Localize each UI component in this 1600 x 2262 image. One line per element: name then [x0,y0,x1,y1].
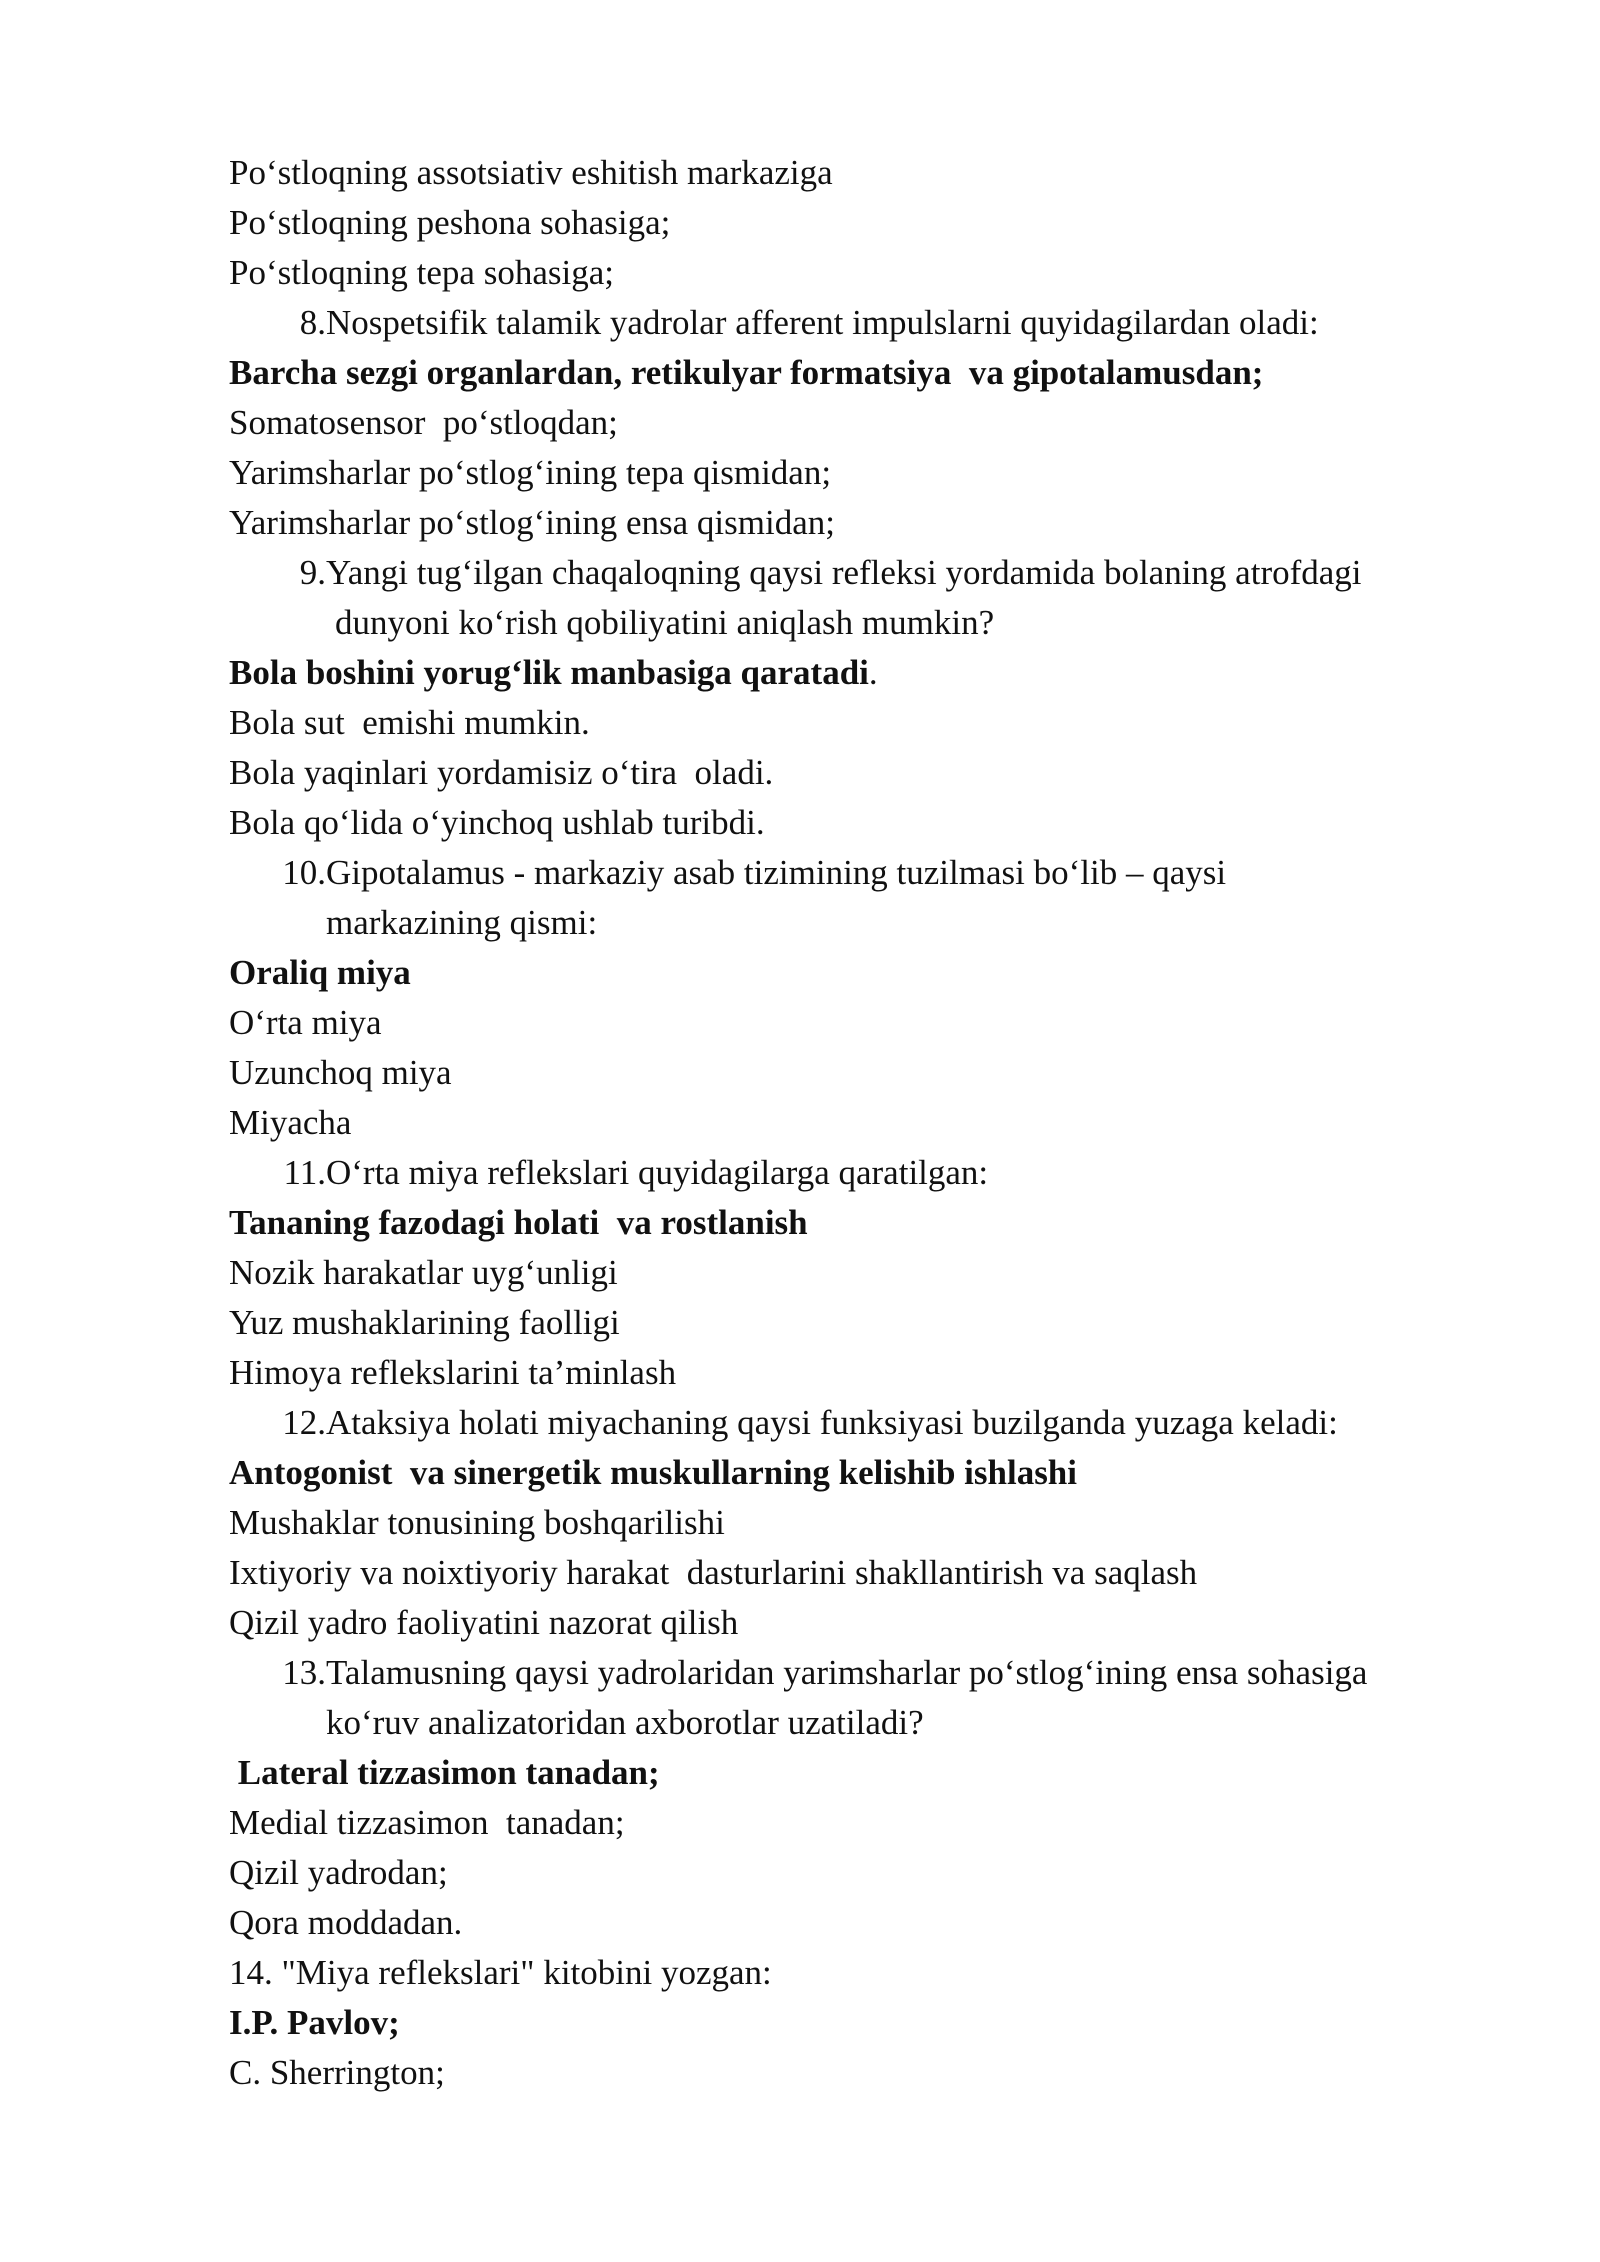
option-line: Po‘stloqning tepa sohasiga; [229,253,614,292]
option-line: Miyacha [229,1103,352,1142]
option-line: Bola sut emishi mumkin. [229,703,590,742]
question-text: O‘rta miya reflekslari quyidagilarga qaratilgan: [326,1153,989,1192]
option-line: Ixtiyoriy va noixtiyoriy harakat dasturlarini shakllantirish va saqlash [229,1553,1198,1592]
option-line: Yuz mushaklarining faolligi [229,1303,620,1342]
option-line: Yarimsharlar po‘stlog‘ining ensa qismidan; [229,503,835,542]
question-text: Gipotalamus - markaziy asab tizimining tuzilmasi bo‘lib – qaysi markazining qismi: [326,853,1227,942]
option-line: Yarimsharlar po‘stlog‘ining tepa qismidan; [229,453,832,492]
question-number: 8. [299,303,326,342]
correct-answer: Tananing fazodagi holati va rostlanish [229,1203,808,1242]
question-number: 9. [299,553,326,592]
option-line: Mushaklar tonusining boshqarilishi [229,1503,725,1542]
option-line: Po‘stloqning assotsiativ eshitish markaziga [229,153,833,192]
document-page [229,148,1529,2098]
question-14-text: 14. "Miya reflekslari" kitobini yozgan: [229,1953,772,1992]
option-line: Qizil yadrodan; [229,1853,448,1892]
option-line: C. Sherrington; [229,2053,445,2092]
question-text: Talamusning qaysi yadrolaridan yarimsharlar po‘stlog‘ining ensa sohasiga ko‘ruv analizatoridan axborotlar uzatiladi? [326,1653,1368,1742]
option-line: Qizil yadro faoliyatini nazorat qilish [229,1603,739,1642]
correct-answer: Bola boshini yorug‘lik manbasiga qaratadi [229,653,869,692]
question-number: 10. [282,853,326,892]
option-line: Qora moddadan. [229,1903,463,1942]
option-line: Bola qo‘lida o‘yinchoq ushlab turibdi. [229,803,765,842]
question-9 [229,548,1529,648]
option-line: Somatosensor po‘stloqdan; [229,403,618,442]
option-line: Po‘stloqning peshona sohasiga; [229,203,671,242]
correct-answer: Oraliq miya [229,953,411,992]
option-line: Uzunchoq miya [229,1053,452,1092]
correct-answer: Antogonist va sinergetik muskullarning kelishib ishlashi [229,1453,1077,1492]
option-line: Medial tizzasimon tanadan; [229,1803,625,1842]
answer-suffix: . [868,653,878,692]
question-number: 11. [283,1153,326,1192]
correct-answer: Lateral tizzasimon tanadan; [229,1753,660,1792]
question-12 [229,1398,1529,1448]
correct-answer-line [229,648,1529,698]
question-number: 12. [282,1403,326,1442]
question-10 [229,848,1529,948]
question-number: 13. [282,1653,326,1692]
correct-answer: I.P. Pavlov; [229,2003,400,2042]
option-line: Nozik harakatlar uyg‘unligi [229,1253,618,1292]
question-8 [229,298,1529,348]
option-line: Bola yaqinlari yordamisiz o‘tira oladi. [229,753,774,792]
correct-answer: Barcha sezgi organlardan, retikulyar formatsiya va gipotalamusdan; [229,353,1264,392]
question-text: Nospetsifik talamik yadrolar afferent impulslarni quyidagilardan oladi: [326,303,1319,342]
question-text: Ataksiya holati miyachaning qaysi funksiyasi buzilganda yuzaga keladi: [326,1403,1338,1442]
question-text: Yangi tug‘ilgan chaqaloqning qaysi refleksi yordamida bolaning atrofdagi dunyoni ko‘rish qobiliyatini aniqlash mumkin? [326,553,1362,642]
question-13 [229,1648,1529,1748]
question-11 [229,1148,1529,1198]
option-line: O‘rta miya [229,1003,382,1042]
option-line: Himoya reflekslarini ta’minlash [229,1353,677,1392]
